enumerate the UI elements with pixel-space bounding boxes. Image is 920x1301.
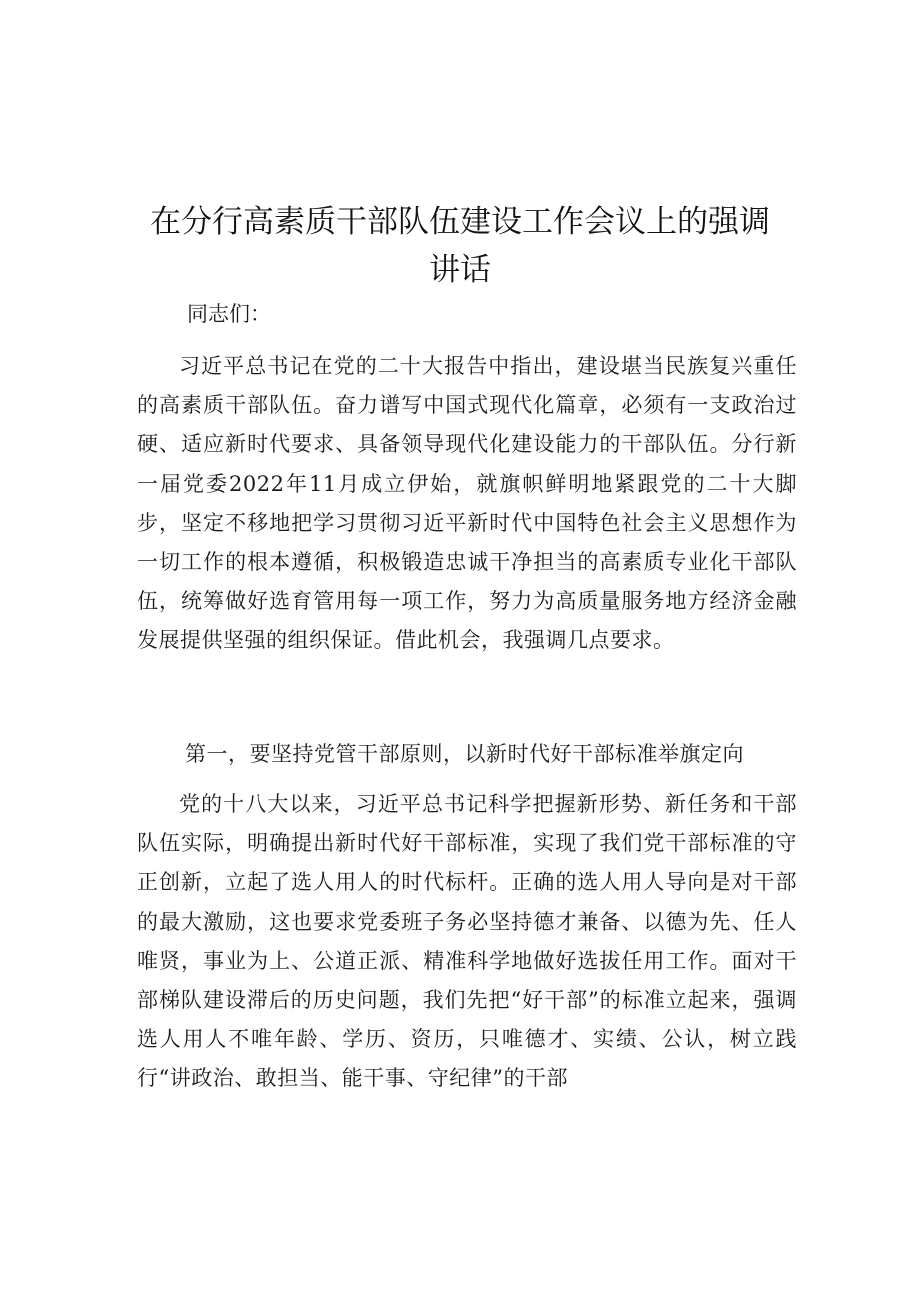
section-paragraph: 党的十八大以来，习近平总书记科学把握新形势、新任务和干部队伍实际，明确提出新时代好干部标准，实现了我们党干部标准的守正创新，立起了选人用人的时代标杆。正确的选人用人导向是对干部的最大激励，这也要求党委班子务必坚持德才兼备、以德为先、任人唯贤，事业为上、公道正派、精准科学地做好选拔任用工作。面对干部梯队建设滞后的历史问题，我们先把“好干部”的标准立起来，强调选人用人不唯年龄、学历、资历，只唯德才、实绩、公认，树立践行“讲政治、敢担当、能干事、守纪律”的干部: [137, 792, 797, 1091]
document-title: 在分行高素质干部队伍建设工作会议上的强调讲话: [150, 204, 770, 288]
section-heading: 第一，要坚持党管干部原则，以新时代好干部标准举旗定向: [185, 742, 744, 766]
intro-paragraph: 习近平总书记在党的二十大报告中指出，建设堪当民族复兴重任的高素质干部队伍。奋力谱写中国式现代化篇章，必须有一支政治过硬、适应新时代要求、具备领导现代化建设能力的干部队伍。分行新一届党委2022年11月成立伊始，就旗帜鲜明地紧跟党的二十大脚步，坚定不移地把学习贯彻习近平新时代中国特色社会主义思想作为一切工作的根本遵循，积极锻造忠诚干净担当的高素质专业化干部队伍，统筹做好选育管用每一项工作，努力为高质量服务地方经济金融发展提供坚强的组织保证。借此机会，我强调几点要求。: [137, 354, 797, 653]
salutation: 同志们：: [187, 302, 271, 326]
